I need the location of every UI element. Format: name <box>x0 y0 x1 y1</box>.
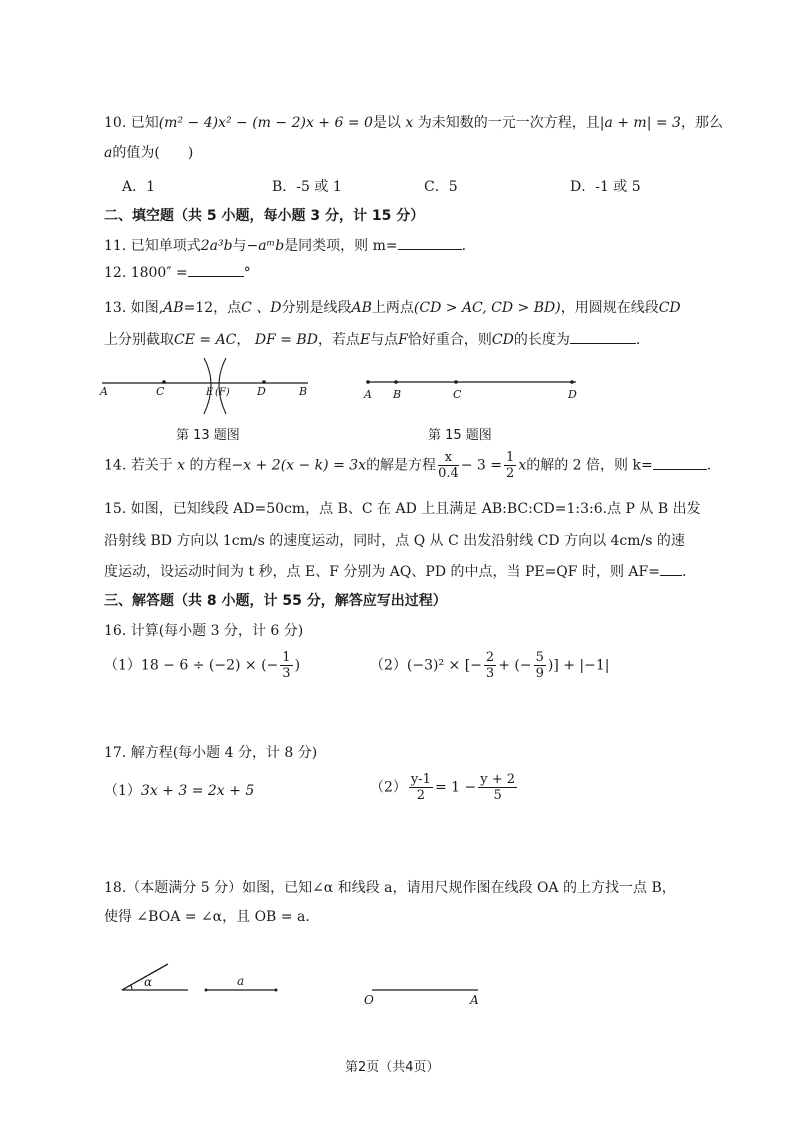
q17-p2-frac2-den: 5 <box>493 788 502 803</box>
q17-part1 <box>104 780 254 800</box>
q11-expr2: −aᵐb <box>246 238 285 254</box>
fig15-point-c <box>454 380 458 384</box>
q13-f: F <box>398 332 408 348</box>
q11: 11. 已知单项式2a³b与−aᵐb是同类项，则 m= . <box>104 238 467 254</box>
q13-text5: 上分别截取 <box>104 332 174 348</box>
q13-text9: 的长度为 <box>513 332 570 348</box>
segment-a-end-right <box>275 989 278 992</box>
q11-prefix: 11. 已知单项式 <box>104 238 201 254</box>
q10-line1 <box>104 112 723 132</box>
figure-15-caption: 第 15 题图 <box>428 428 492 443</box>
fig15-point-d <box>570 380 574 384</box>
q14-suffix: 的解的 2 倍，则 k= <box>526 457 653 474</box>
q12-suffix: ° <box>243 265 251 281</box>
q16-p2-expr-a: (−3)² × [− <box>406 657 482 674</box>
q17-p2-mid: = 1 − <box>434 779 477 796</box>
page-number: 第2页（共4页） <box>345 1060 440 1075</box>
q14-frac2-num: 1 <box>506 450 515 465</box>
q16-p2-fraction1 <box>484 650 496 681</box>
q10-option-d: D．-1 或 5 <box>570 179 641 195</box>
fig15-label-a: A <box>364 388 372 401</box>
section2-heading: 二、填空题（共 5 小题，每小题 3 分，计 15 分） <box>104 208 425 224</box>
q11-mid: 与 <box>232 238 247 254</box>
q13-number: 13. 如图, <box>104 300 164 316</box>
fig13-label-d: D <box>257 385 266 398</box>
q15-line3-text: 度运动，设运动时间为 t 秒，点 E、F 分别为 AQ、PD 的中点，当 PE=QF 时，则 AF= <box>104 564 660 580</box>
q10-abs-expr: |a + m| = 3 <box>599 115 681 131</box>
q15-line1: 15. 如图，已知线段 AD=50cm，点 B、C 在 AD 上且满足 AB:BC:CD=1:3:6.点 P 从 B 出发 <box>104 501 701 517</box>
q13-cd: CD <box>658 300 681 316</box>
q16-title: 16. 计算(每小题 3 分，计 6 分) <box>104 623 304 639</box>
q13-e: E <box>359 332 371 348</box>
figure-13 <box>96 356 326 418</box>
q17-part2 <box>370 772 519 803</box>
q10-option-b: B．-5 或 1 <box>272 179 342 195</box>
q17-p1-expr: 3x + 3 = 2x + 5 <box>140 783 255 799</box>
q16-p2-frac1-num: 2 <box>485 650 495 665</box>
q16-p2-frac2-den: 9 <box>535 666 544 681</box>
q12 <box>104 265 251 281</box>
q16-p2-frac1-den: 3 <box>485 666 495 681</box>
q11-answer-blank[interactable] <box>398 249 462 250</box>
q13-condition: (CD > AC, CD > BD) <box>413 300 561 316</box>
fig13-label-a: A <box>100 385 108 398</box>
q14-x2: x <box>518 457 527 474</box>
q14-frac1-num: x <box>438 450 459 466</box>
q14-mid3: − 3 = <box>460 457 503 474</box>
fig13-label-b: B <box>299 385 308 398</box>
q14-end: . <box>706 457 712 474</box>
figure-15 <box>360 364 590 408</box>
q14-equation1: −x + 2(x − k) = 3x <box>231 457 367 474</box>
q16-p2-fraction2 <box>534 650 546 681</box>
q14-prefix: 14. 若关于 <box>104 457 173 474</box>
segment-label-a: a <box>237 974 245 988</box>
q14-mid: 的方程 <box>189 457 232 474</box>
fig15-label-c: C <box>453 388 462 401</box>
q16-p2-label: （2） <box>370 657 407 674</box>
q15-line2: 沿射线 BD 方向以 1cm/s 的速度运动，同时，点 Q 从 C 出发沿射线 CD 方向以 4cm/s 的速 <box>104 533 685 549</box>
q16-part2 <box>370 650 610 681</box>
q10-question: 的值为( ) <box>112 145 194 161</box>
q16-p1-fraction <box>280 650 292 681</box>
q10-number: 10. 已知 <box>104 115 159 131</box>
q18-segment-a-figure <box>204 970 284 996</box>
q10-equation: (m² − 4)x² − (m − 2)x + 6 = 0 <box>158 115 373 131</box>
q10-option-c: C．5 <box>424 179 458 195</box>
q17-p2-frac2-num: y + 2 <box>480 772 515 787</box>
q16-p1-frac-num: 1 <box>282 650 291 665</box>
segment-a-end-left <box>205 989 208 992</box>
q13-text4: ，用圆规在线段 <box>560 300 659 316</box>
q15-line3 <box>104 561 686 581</box>
q10-var: x <box>405 115 414 131</box>
q13-ab2: AB <box>351 300 372 316</box>
q13-period: . <box>635 332 641 348</box>
angle-label-alpha: α <box>144 975 153 989</box>
q14-fraction2 <box>504 450 516 481</box>
q18-segment-oa-figure <box>360 980 490 1010</box>
q10-text: 是以 <box>372 115 401 131</box>
q17-p2-label: （2） <box>370 779 407 796</box>
q17-title: 17. 解方程(每小题 4 分，计 8 分) <box>104 745 318 761</box>
fig13-point-c <box>162 380 166 384</box>
q13-text7: 与点 <box>370 332 399 348</box>
fig15-point-a <box>366 380 370 384</box>
q13-text3: 上两点 <box>371 300 414 316</box>
q13-ce: CE = AC <box>174 332 237 348</box>
q15-answer-blank[interactable] <box>660 575 682 576</box>
q14-x: x <box>177 457 186 474</box>
q17-p2-fraction2 <box>478 772 517 803</box>
fig13-arc-right <box>219 358 226 414</box>
q16-p1-close: ) <box>294 657 301 674</box>
q13-cd2: CD <box>491 332 514 348</box>
q16-p2-frac2-num: 5 <box>535 650 544 665</box>
fig15-label-d: D <box>568 388 577 401</box>
q12-answer-blank[interactable] <box>188 276 244 277</box>
q13-comma: ， <box>236 332 251 348</box>
q10-var-a: a <box>104 145 113 161</box>
q14-mid2: 的解是方程 <box>366 457 437 474</box>
q18-angle-alpha-figure <box>118 960 198 996</box>
q14-fraction1 <box>438 450 459 481</box>
fig13-arc-left <box>204 358 211 414</box>
angle-arc <box>130 985 132 990</box>
q10-option-a: A．1 <box>122 179 156 195</box>
q16-p1-expr: 18 − 6 ÷ (−2) × (− <box>140 657 279 674</box>
q13-text6: ，若点 <box>317 332 360 348</box>
q13-line2 <box>104 329 640 349</box>
q12-prefix: 12. 1800″ = <box>104 265 188 281</box>
q15-end: . <box>681 564 687 580</box>
q16-p2-expr-c: )] + |−1| <box>547 657 610 674</box>
q16-p1-label: （1） <box>104 657 141 674</box>
q13-df: DF = BD <box>254 332 318 348</box>
q10-text2: 为未知数的一元一次方程，且 <box>417 115 600 131</box>
q14-frac2-den: 2 <box>506 466 515 481</box>
fig13-label-c: C <box>156 385 165 398</box>
fig13-label-e: E <box>206 387 214 398</box>
fig15-point-b <box>394 380 398 384</box>
q13-text1: =12，点 <box>183 300 242 316</box>
q17-p2-frac1-den: 2 <box>416 788 426 803</box>
q16-p1-frac-den: 3 <box>282 666 291 681</box>
q13-line1 <box>104 297 681 317</box>
q10-line2 <box>104 142 193 162</box>
q10-text3: ，那么 <box>680 115 723 131</box>
q17-p2-frac1-num: y-1 <box>410 772 431 787</box>
q11-suffix: 是同类项，则 m= <box>284 238 398 254</box>
q18-line2: 使得 ∠BOA = ∠α，且 OB = a． <box>104 909 320 925</box>
q13-text8: 恰好重合，则 <box>407 332 492 348</box>
label-o: O <box>364 993 374 1007</box>
q14-frac1-den: 0.4 <box>438 466 459 481</box>
label-a-point: A <box>470 993 479 1007</box>
fig13-point-d <box>262 380 266 384</box>
q13-answer-blank[interactable] <box>570 343 636 344</box>
q13-cd-points: C 、D <box>241 300 282 316</box>
q17-p2-fraction1 <box>409 772 433 803</box>
q13-ab: AB <box>163 300 184 316</box>
q14-answer-blank[interactable] <box>653 469 707 470</box>
q18-line1: 18.（本题满分 5 分）如图，已知∠α 和线段 a，请用尺规作图在线段 OA 的上方找一点 B， <box>104 880 676 896</box>
q13-text2: 分别是线段 <box>281 300 352 316</box>
fig15-label-b: B <box>393 388 402 401</box>
q11-expr1: 2a³b <box>200 238 233 254</box>
q16-p2-expr-b: + (− <box>498 657 532 674</box>
q14 <box>104 450 711 481</box>
fig13-label-f: (F) <box>215 387 230 398</box>
section3-heading: 三、解答题（共 8 小题，计 55 分，解答应写出过程） <box>104 593 447 609</box>
q17-p1-label: （1） <box>104 783 141 799</box>
q16-part1 <box>104 650 300 681</box>
figure-13-caption: 第 13 题图 <box>176 428 240 443</box>
